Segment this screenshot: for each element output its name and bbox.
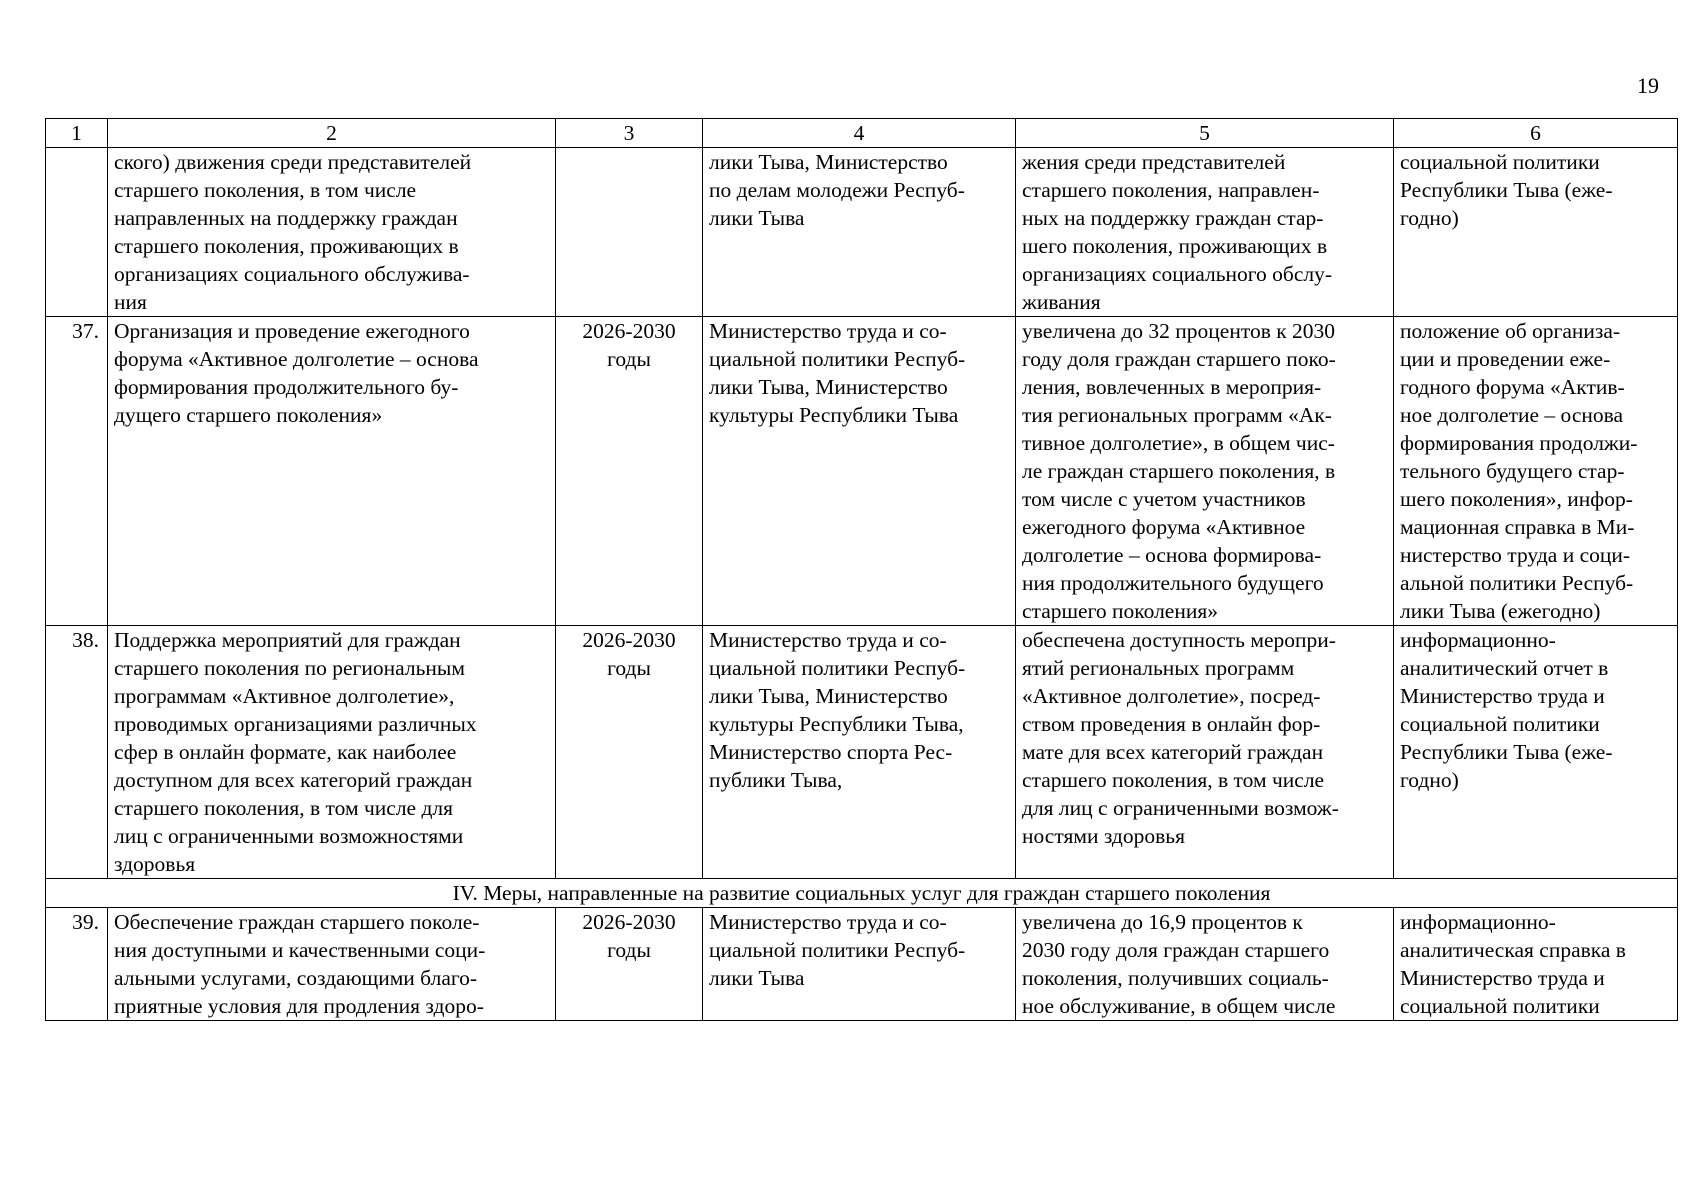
result-cell: жения среди представителей старшего поколения, направлен- ных на поддержку граждан стар- шего поколения, проживающих в организациях социального обслу- живания (1016, 148, 1394, 317)
table-row (46, 908, 1678, 1021)
document-cell: информационно- аналитическая справка в Министерство труда и социальной политики (1394, 908, 1678, 1021)
row-number-cell: 38. (46, 626, 108, 879)
column-header: 2 (108, 119, 556, 148)
row-number-cell: 37. (46, 317, 108, 626)
document-cell: информационно- аналитический отчет в Министерство труда и социальной политики Республики Тыва (еже- годно) (1394, 626, 1678, 879)
period-cell: 2026-2030 годы (556, 317, 703, 626)
period-cell (556, 148, 703, 317)
measure-cell: Обеспечение граждан старшего поколе- ния доступными и качественными соци- альными услугами, создающими благо- приятные условия для продления здоро- (108, 908, 556, 1021)
result-cell: обеспечена доступность меропри- ятий региональных программ «Активное долголетие», посред- ством проведения в онлайн фор- мате для всех категорий граждан старшего поколения, в том числе для лиц с ограниченными возмож- ностями здоровья (1016, 626, 1394, 879)
responsible-cell: Министерство труда и со- циальной политики Респуб- лики Тыва, Министерство культуры Республики Тыва (703, 317, 1016, 626)
document-cell: социальной политики Республики Тыва (еже- годно) (1394, 148, 1678, 317)
column-header: 3 (556, 119, 703, 148)
measure-cell: Поддержка мероприятий для граждан старшего поколения по региональным программам «Активное долголетие», проводимых организациями различных сфер в онлайн формате, как наиболее доступном для всех категорий граждан старшего поколения, в том числе для лиц с ограниченными возможностями здоровья (108, 626, 556, 879)
table-row (46, 148, 1678, 317)
section-heading-row (46, 879, 1678, 908)
result-cell: увеличена до 16,9 процентов к 2030 году доля граждан старшего поколения, получивших социаль- ное обслуживание, в общем числе (1016, 908, 1394, 1021)
section-heading: IV. Меры, направленные на развитие социальных услуг для граждан старшего поколения (46, 879, 1678, 908)
responsible-cell: лики Тыва, Министерство по делам молодежи Респуб- лики Тыва (703, 148, 1016, 317)
column-header: 6 (1394, 119, 1678, 148)
period-cell: 2026-2030 годы (556, 626, 703, 879)
table-row (46, 317, 1678, 626)
page-number: 19 (1637, 73, 1659, 98)
table-header-row (46, 119, 1678, 148)
responsible-cell: Министерство труда и со- циальной политики Респуб- лики Тыва, Министерство культуры Республики Тыва, Министерство спорта Рес- публики Тыва, (703, 626, 1016, 879)
measure-cell: Организация и проведение ежегодного форума «Активное долголетие – основа формирования продолжительного бу- дущего старшего поколения» (108, 317, 556, 626)
responsible-cell: Министерство труда и со- циальной политики Респуб- лики Тыва (703, 908, 1016, 1021)
row-number-cell: 39. (46, 908, 108, 1021)
measures-table (45, 118, 1678, 1021)
measure-cell: ского) движения среди представителей старшего поколения, в том числе направленных на поддержку граждан старшего поколения, проживающих в организациях социального обслужива- ния (108, 148, 556, 317)
row-number-cell (46, 148, 108, 317)
period-cell: 2026-2030 годы (556, 908, 703, 1021)
table-row (46, 626, 1678, 879)
result-cell: увеличена до 32 процентов к 2030 году доля граждан старшего поко- ления, вовлеченных в мероприя- тия региональных программ «Ак- тивное долголетие», в общем чис- ле граждан старшего поколения, в том числе с учетом участников ежегодного форума «Активное долголетие – основа формирова- ния продолжительного будущего старшего поколения» (1016, 317, 1394, 626)
column-header: 1 (46, 119, 108, 148)
column-header: 5 (1016, 119, 1394, 148)
document-cell: положение об организа- ции и проведении еже- годного форума «Актив- ное долголетие – основа формирования продолжи- тельного будущего стар- шего поколения», инфор- мационная справка в Ми- нистерство труда и соци- альной политики Респуб- лики Тыва (ежегодно) (1394, 317, 1678, 626)
column-header: 4 (703, 119, 1016, 148)
